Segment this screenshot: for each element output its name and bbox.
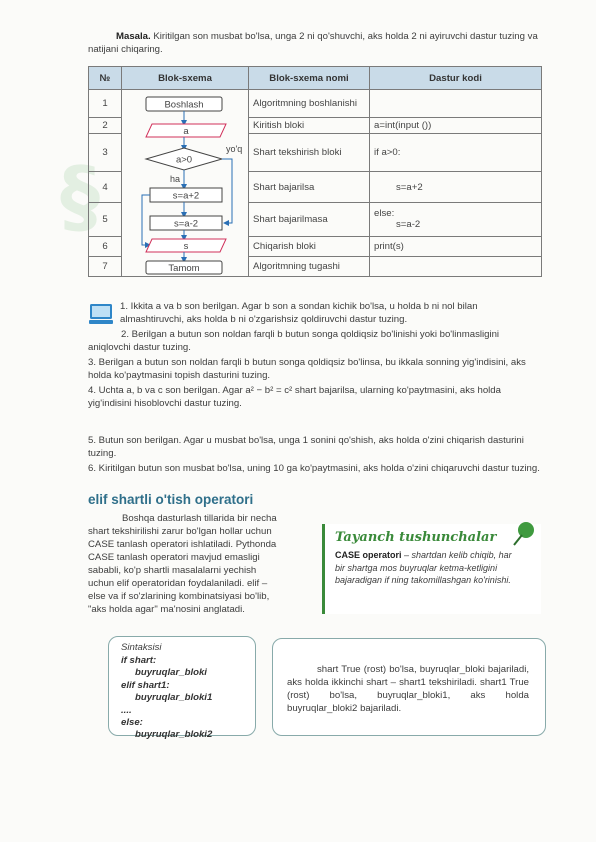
- task-5: 5. Butun son berilgan. Agar u musbat bo'lsa, unga 1 sonini qo'shish, aks holda o'zini chiqarish dasturini tuzing.: [88, 435, 524, 459]
- no-process-label: s=a-2: [173, 218, 199, 230]
- row-name: Shart tekshirish bloki: [249, 134, 370, 172]
- col-header-number: №: [89, 67, 122, 90]
- row-code: if a>0:: [370, 134, 542, 172]
- key-concepts-box: [322, 524, 541, 614]
- row-number: 5: [89, 202, 122, 236]
- row-name: Algoritmning boshlanishi: [249, 90, 370, 118]
- explanation-text: shart True (rost) bo'lsa, buyruqlar_bloki bajariladi, aks holda ikkinchi shart – shart1 tekshiriladi. shart1 True (rost) bo'lsa, buyruqlar_bloki1, aks holda buyruqlar_bloki2 bajariladi.: [287, 664, 529, 714]
- row-name: Algoritmning tugashi: [249, 256, 370, 276]
- no-label: yo'q: [226, 144, 243, 154]
- section-line: uchun elif operatoridan foydalaniladi. elif –: [88, 578, 268, 589]
- row-number: 7: [89, 256, 122, 276]
- watermark-decoration: §: [60, 150, 100, 243]
- syntax-line: buyruqlar_bloki1: [135, 692, 213, 704]
- section-line: else va if so'zlarining kombinatsiyasi bo'lib,: [88, 591, 270, 602]
- section-line: "aks holda agar" ma'nosini anglatadi.: [88, 604, 245, 615]
- syntax-line: buyruqlar_bloki: [135, 667, 207, 679]
- syntax-line: else:: [121, 717, 143, 729]
- syntax-line: if shart:: [121, 655, 157, 666]
- output-label: s: [183, 241, 189, 252]
- row-name: Kiritish bloki: [249, 118, 370, 134]
- row-name: Shart bajarilmasa: [249, 202, 370, 236]
- key-concepts-text: [325, 545, 541, 587]
- yes-label: ha: [170, 174, 181, 184]
- row-name: Shart bajarilsa: [249, 172, 370, 202]
- col-header-name: Blok-sxema nomi: [249, 67, 370, 90]
- key-concept-definition: – shartdan kelib chiqib, har bir shartga mos buyruqlar ketma-ketligini bajaradigan if ning takomillashgan ko'rinishi.: [335, 550, 512, 585]
- section-line: CASE tanlash operatori ishlatiladi. Pythonda: [88, 539, 277, 550]
- key-concept-term: CASE operatori: [335, 550, 402, 560]
- section-line: Boshqa dasturlash tillarida bir necha: [122, 513, 277, 524]
- row-number: 4: [89, 172, 122, 202]
- flowchart-diagram: [122, 90, 248, 276]
- pushpin-icon: [510, 518, 540, 553]
- section-line: CASE tanlash operatori mavjud emasligi: [88, 552, 260, 563]
- row-code-text: else:: [374, 208, 395, 220]
- section-line: sababli, ko'p shartli masalalarni yechish: [88, 565, 257, 576]
- section-body: [88, 512, 310, 616]
- row-code: print(s): [370, 236, 542, 256]
- input-label: a: [183, 126, 189, 137]
- section-line: shart tekshirilishi zarur bo'lgan hollar uchun: [88, 526, 272, 537]
- section-title: elif shartli o'tish operatori: [88, 492, 254, 507]
- row-code: [370, 90, 542, 118]
- row-number: 2: [89, 118, 122, 134]
- col-header-code: Dastur kodi: [370, 67, 542, 90]
- row-number: 1: [89, 90, 122, 118]
- task-6: 6. Kiritilgan butun son musbat bo'lsa, uning 10 ga ko'paytmasini, aks holda o'zini chiqaruvchi dastur tuzing.: [88, 463, 540, 474]
- condition-label: a>0: [175, 154, 193, 166]
- row-code: [370, 202, 542, 236]
- explanation-box: [272, 638, 546, 736]
- task-label: Masala.: [116, 31, 151, 42]
- row-code: a=int(input ()): [370, 118, 542, 134]
- end-label: Tamom: [168, 263, 200, 274]
- start-label: Boshlash: [164, 99, 204, 111]
- syntax-code: [121, 655, 212, 742]
- syntax-label: Sintaksisi: [121, 642, 162, 653]
- key-concepts-title: Tayanch tushunchalar: [335, 530, 497, 545]
- row-code-text: s=a-2: [396, 219, 421, 231]
- syntax-line: elif shart1:: [121, 679, 170, 691]
- row-code-text: s=a+2: [396, 181, 423, 193]
- syntax-line: ....: [121, 704, 132, 716]
- task-intro: [88, 30, 544, 56]
- flowchart-table: [88, 66, 542, 277]
- row-name: Chiqarish bloki: [249, 236, 370, 256]
- syntax-line: buyruqlar_bloki2: [135, 729, 213, 741]
- row-code: [370, 172, 542, 202]
- task-3: 3. Berilgan a butun son noldan farqli b butun songa qoldiqsiz bo'linsa, bu ikkala sonning yig'indisini, aks holda ko'paytmasini topish dasturini tuzing.: [88, 357, 526, 381]
- flowchart-cell: [122, 90, 249, 277]
- task-2: 2. Berilgan a butun son noldan farqli b butun songa qoldiqsiz bo'linishi yoki bo'linmasligini aniqlovchi dastur tuzing.: [88, 329, 500, 353]
- syntax-box: [108, 636, 256, 741]
- yes-process-label: s=a+2: [172, 190, 200, 202]
- task-1: 1. Ikkita a va b son berilgan. Agar b son a sondan kichik bo'lsa, u holda b ni nol bilan almashtiruvchi, aks holda b ni o'zgarishsiz qoldiruvchi dastur tuzing.: [120, 301, 478, 325]
- row-code: [370, 256, 542, 276]
- row-number: 3: [89, 134, 122, 172]
- row-number: 6: [89, 236, 122, 256]
- task-4: 4. Uchta a, b va c son berilgan. Agar a² − b² = c² shart bajarilsa, ularning ko'paytmasini, aks holda yig'indisini hisoblovchi dastur tuzing.: [88, 385, 501, 409]
- col-header-scheme: Blok-sxema: [122, 67, 249, 90]
- task-text: Kiritilgan son musbat bo'lsa, unga 2 ni qo'shuvchi, aks holda 2 ni ayiruvchi dastur tuzing va natijani chiqaring.: [88, 31, 538, 55]
